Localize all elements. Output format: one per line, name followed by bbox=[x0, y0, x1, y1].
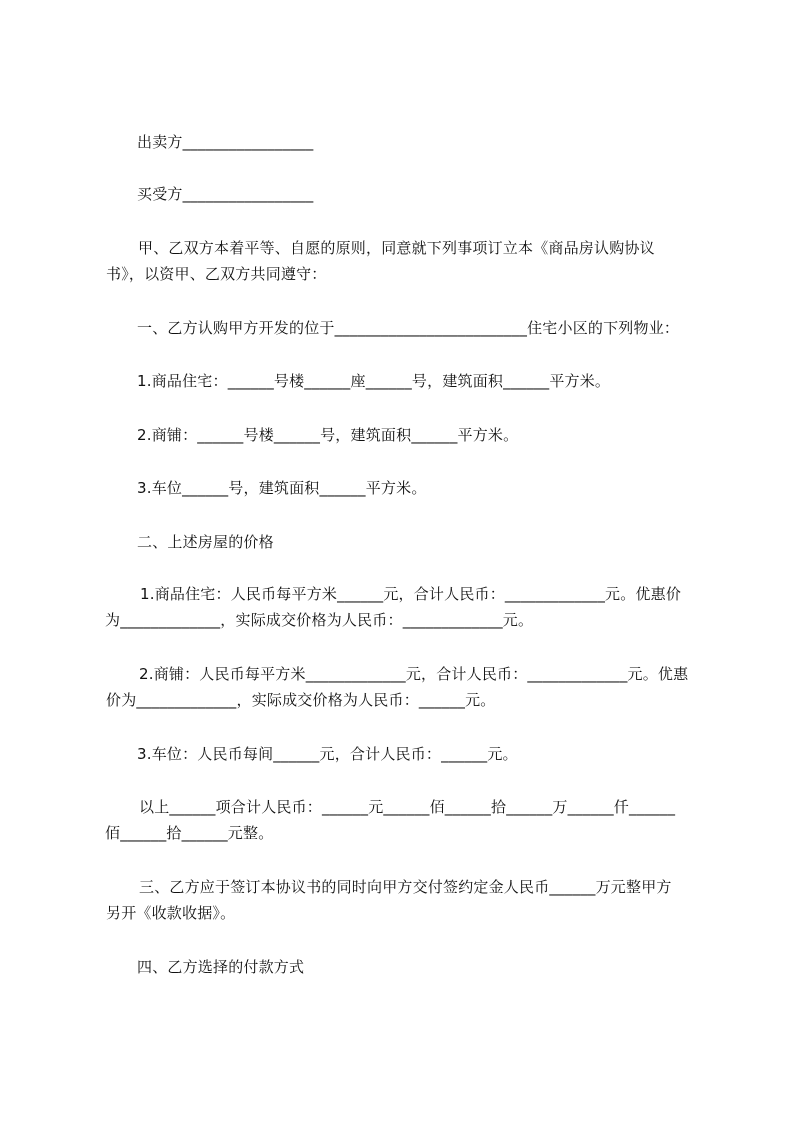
item-residential: 1.商品住宅：______号楼______座______号，建筑面积______平方米。 bbox=[137, 372, 611, 390]
price-residential-line-1: 1.商品住宅：人民币每平方米______元，合计人民币：_____________元。优惠价 bbox=[140, 585, 682, 603]
section-three-line-1: 三、乙方应于签订本协议书的同时向甲方交付签约定金人民币______万元整甲方 bbox=[139, 878, 672, 896]
price-residential-line-2: 为_____________，实际成交价格为人民币：_____________元。 bbox=[105, 611, 534, 629]
intro-paragraph-line-2: 书》，以资甲、乙双方共同遵守： bbox=[106, 265, 327, 283]
intro-paragraph-line-1: 甲、乙双方本着平等、自愿的原则，同意就下列事项订立本《商品房认购协议 bbox=[138, 239, 655, 257]
section-one-heading: 一、乙方认购甲方开发的位于_________________________住宅小区的下列物业： bbox=[137, 319, 680, 337]
price-shop-line-2: 价为_____________，实际成交价格为人民币：______元。 bbox=[106, 691, 496, 709]
section-two-heading: 二、上述房屋的价格 bbox=[137, 533, 274, 551]
section-four-heading: 四、乙方选择的付款方式 bbox=[137, 958, 305, 976]
total-line-1: 以上______项合计人民币：______元______佰______拾______万______仟______ bbox=[139, 798, 676, 816]
price-shop-line-1: 2.商铺：人民币每平方米_____________元，合计人民币：_____________元。优惠 bbox=[139, 665, 689, 683]
item-shop: 2.商铺：______号楼______号，建筑面积______平方米。 bbox=[137, 426, 519, 444]
seller-field: 出卖方_________________ bbox=[137, 133, 314, 151]
buyer-field: 买受方_________________ bbox=[137, 185, 314, 203]
total-line-2: 佰______拾______元整。 bbox=[105, 824, 274, 842]
price-parking: 3.车位：人民币每间______元，合计人民币：______元。 bbox=[137, 745, 518, 763]
item-parking: 3.车位______号，建筑面积______平方米。 bbox=[137, 479, 427, 497]
section-three-line-2: 另开《收款收据》。 bbox=[106, 904, 236, 922]
